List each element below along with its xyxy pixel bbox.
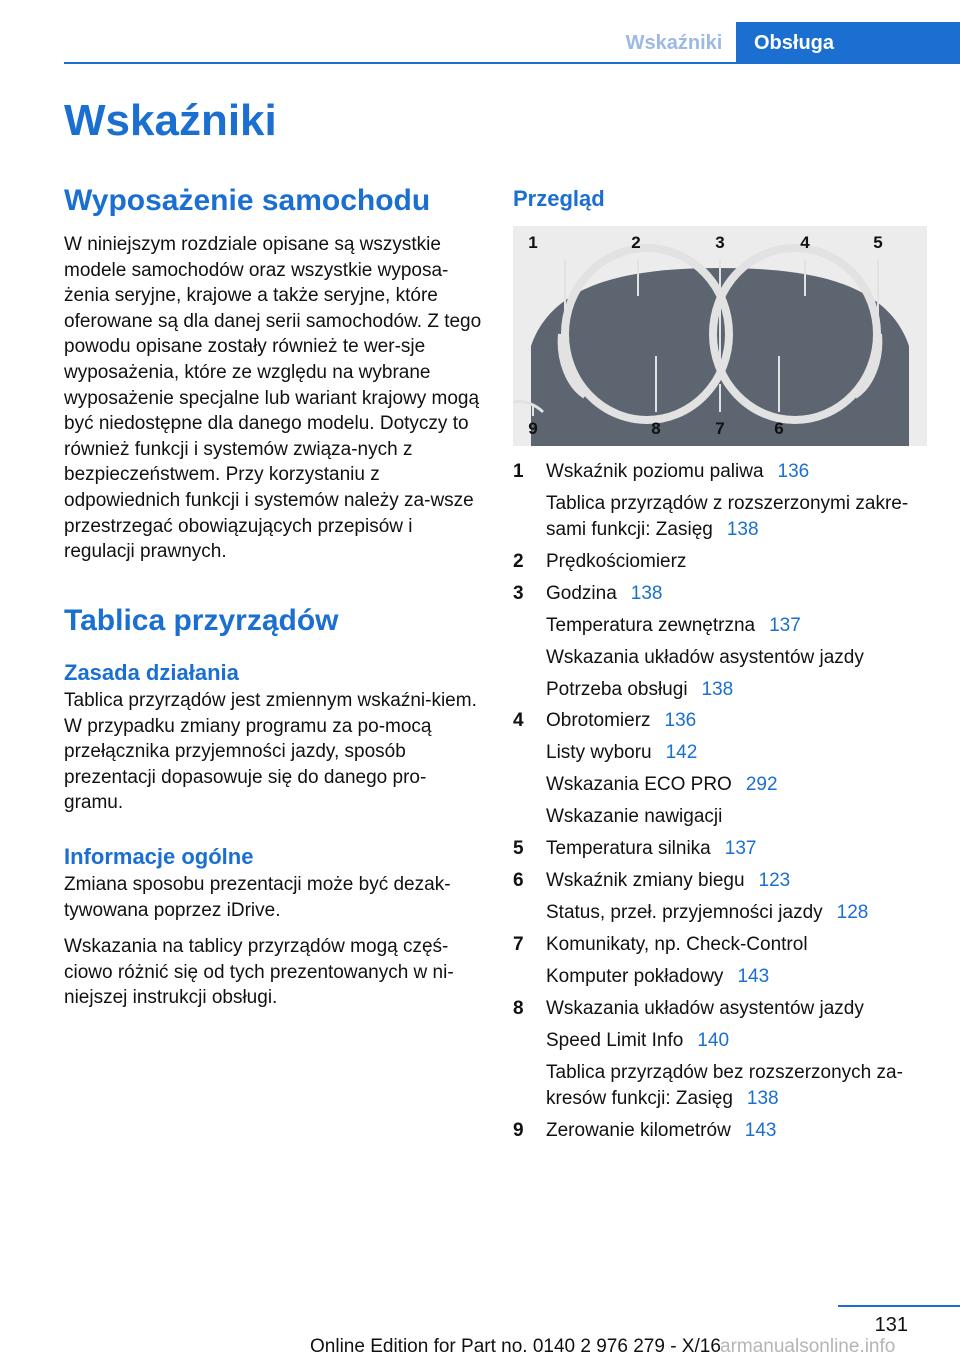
item-number: 7 [513,934,524,956]
item-entry [546,549,933,575]
page-reference-link[interactable]: 138 [726,518,759,540]
item-entry [546,932,933,958]
edition-note: Online Edition for Part no. 0140 2 976 279 - X/16 [310,1336,721,1357]
item-number: 5 [513,838,524,860]
panel-label-4: 4 [800,233,810,252]
equipment-paragraph: W niniejszym rozdziale opisane są wszystkie modele samochodów oraz wszystkie wyposa‐żenia seryjne, krajowe a także seryjne, które oferowane są dla danej serii samochodów. Z tego powodu opisane zostały również te wer‐sje wyposażenia, które ze względu na wybrane wyposażenie specjalne lub wariant krajowy mogą być niedostępne dla danego modelu. Dotyczy to również funkcji i systemów związa‐nych z bezpieczeństwem. Przy korzystaniu z odpowiednich funkcji i systemów należy za‐wsze przestrzegać obowiązujących przepisów i regulacji prawnych. [64,234,482,563]
page-reference-link[interactable]: 292 [745,774,778,796]
overview-item-8 [513,996,933,1111]
page-reference-link[interactable]: 137 [724,838,757,860]
general-info-paragraph-1: Zmiana sposobu prezentacji może być dezak‐tywowana poprzez iDrive. [64,874,451,921]
subheading-overview: Przegląd [513,186,605,211]
item-entry [546,459,933,485]
subheading-principle: Zasada działania [64,660,239,685]
panel-label-3: 3 [715,233,725,252]
item-entry [546,772,933,798]
item-entry [546,900,933,926]
panel-label-5: 5 [873,233,883,252]
overview-item-5 [513,836,933,862]
page-reference-link[interactable]: 123 [758,870,791,892]
overview-item-2 [513,549,933,575]
item-entry [546,708,933,734]
header-tab-wskazniki[interactable]: Wskaźniki [625,32,723,54]
item-entry [546,996,933,1022]
entry-text: Zerowanie kilometrów [546,1119,731,1141]
panel-label-8: 8 [651,419,661,438]
entry-text: Tablica przyrządów bez rozszerzonych za‐kresów funkcji: Zasięg [546,1062,903,1109]
item-number: 2 [513,550,524,572]
panel-label-7: 7 [715,419,725,438]
entry-text: Komputer pokładowy [546,966,724,988]
entry-text: Wskazania ECO PRO [546,774,732,796]
item-entry [546,581,933,607]
watermark: armanualsonline.info [720,1336,896,1357]
page-reference-link[interactable]: 136 [664,710,697,732]
entry-text: Potrzeba obsługi [546,678,688,700]
item-number: 3 [513,582,524,604]
section-heading-equipment: Wyposażenie samochodu [64,184,431,217]
panel-label-2: 2 [631,233,641,252]
item-entry [546,645,933,671]
page-reference-link[interactable]: 143 [737,966,770,988]
panel-label-6: 6 [774,419,784,438]
page-reference-link[interactable]: 140 [697,1030,730,1052]
general-info-paragraph-2: Wskazania na tablicy przyrządów mogą częś‐ciowo różnić się od tych prezentowanych w ni‐niejszej instrukcji obsługi. [64,936,454,1009]
entry-text: Obrotomierz [546,710,651,732]
item-entry [546,964,933,990]
overview-item-7 [513,932,933,990]
page-reference-link[interactable]: 136 [777,461,810,482]
item-entry [546,1028,933,1054]
entry-text: Listy wyboru [546,742,652,764]
overview-item-6 [513,868,933,926]
principle-paragraph: Tablica przyrządów jest zmiennym wskaźni‐kiem. W przypadku zmiany programu za po‐mocą przełącznika przyjemności jazdy, sposób prezentacji dopasowuje się do danego pro‐gramu. [64,690,477,814]
overview-item-1 [513,459,933,542]
item-number: 9 [513,1119,524,1141]
header-tab-obsluga[interactable]: Obsługa [736,22,960,64]
item-entry [546,1060,933,1111]
instrument-cluster-illustration [513,226,927,446]
overview-item-3 [513,581,933,703]
item-entry [546,740,933,766]
panel-label-9: 9 [528,419,538,438]
page-reference-link[interactable]: 128 [836,902,869,924]
page-reference-link[interactable]: 138 [701,678,734,700]
item-number: 8 [513,998,524,1020]
entry-text: Tablica przyrządów z rozszerzonymi zakre‐sami funkcji: Zasięg [546,492,909,540]
entry-text: Wskazania układów asystentów jazdy [546,998,864,1020]
subheading-general-info: Informacje ogólne [64,844,254,869]
page-reference-link[interactable]: 143 [744,1119,777,1141]
page-reference-link[interactable]: 138 [630,582,663,604]
page-number: 131 [874,1314,908,1336]
page-reference-link[interactable]: 138 [746,1087,779,1109]
item-number: 6 [513,870,524,892]
item-entry [546,836,933,862]
item-entry [546,613,933,639]
overview-list [513,459,933,1150]
item-entry [546,491,933,542]
entry-text: Komunikaty, np. Check-Control [546,934,808,956]
footer-rule [838,1305,960,1307]
entry-text: Wskaźnik zmiany biegu [546,870,745,892]
panel-label-1: 1 [528,233,538,252]
overview-item-9 [513,1118,933,1144]
entry-text: Wskazania układów asystentów jazdy [546,646,864,668]
entry-text: Wskazanie nawigacji [546,806,723,828]
entry-text: Status, przeł. przyjemności jazdy [546,902,823,924]
entry-text: Temperatura silnika [546,838,711,860]
entry-text: Godzina [546,582,617,604]
overview-item-4 [513,708,933,830]
entry-text: Temperatura zewnętrzna [546,614,756,636]
item-number: 1 [513,461,524,482]
page-reference-link[interactable]: 137 [769,614,801,636]
item-entry [546,1118,933,1144]
entry-text: Prędkościomierz [546,550,687,572]
item-entry [546,868,933,894]
page-title: Wskaźniki [64,96,277,145]
page-reference-link[interactable]: 142 [665,742,698,764]
item-entry [546,804,933,830]
entry-text: Speed Limit Info [546,1030,684,1052]
entry-text: Wskaźnik poziomu paliwa [546,461,764,482]
section-heading-instrument-cluster: Tablica przyrządów [64,604,339,637]
item-number: 4 [513,710,524,732]
item-entry [546,677,933,703]
